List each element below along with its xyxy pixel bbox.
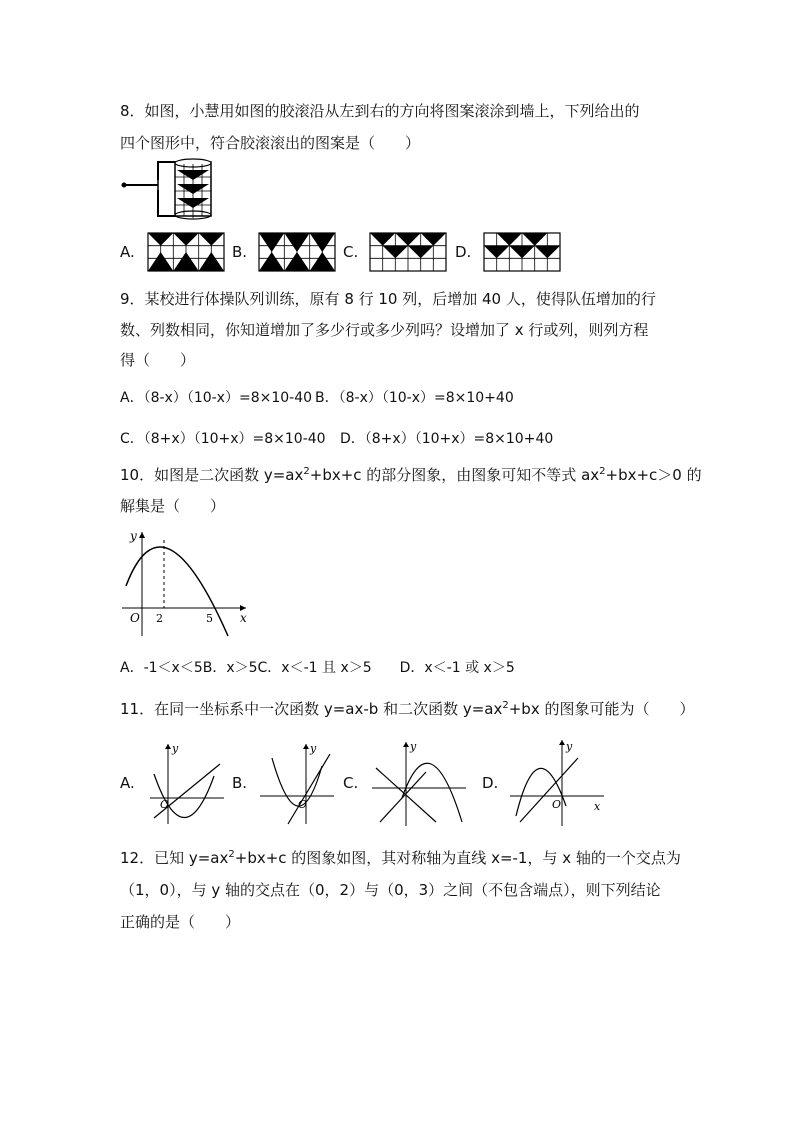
q11-option-a-graph [148,740,228,826]
q11-line-1 [120,699,694,719]
q11-option-b-label: B. [232,774,248,792]
q12-line-3: 正确的是（ ） [120,913,241,931]
q10-text-c: +bx+c＞0 的 [605,466,702,484]
q12-superscript: 2 [228,849,235,860]
q11-b-y-label: y [310,742,317,755]
paint-roller-figure [120,158,220,223]
q8-line-1: 8．如图，小慧用如图的胶滚沿从左到右的方向将图案滚涂到墙上，下列给出的 [120,102,640,120]
q8-option-c-pattern [370,233,446,271]
q11-option-d-label: D. [482,774,499,792]
q10-line-1 [120,465,702,485]
q10-tick-5: 5 [206,612,213,625]
q10-y-axis-label: y [130,529,137,543]
q10-superscript-2: 2 [599,466,606,477]
q9-option-c: C．（8+x）（10+x）=8×10-40 [120,431,326,447]
q11-b-origin: O [298,798,308,811]
q12-line-2: （1，0），与 y 轴的交点在（0，2）与（0，3）之间（不包含端点），则下列结论 [120,881,661,899]
q11-d-origin: O [552,798,562,811]
q11-option-d-graph [508,736,608,828]
q12-text-b: +bx+c 的图象如图，其对称轴为直线 x=-1，与 x 轴的一个交点为 [234,849,681,867]
q8-option-c-label: C. [343,243,359,261]
q10-text-a: 10．如图是二次函数 y=ax [120,466,304,484]
q10-x-axis-label: x [240,611,247,625]
q11-d-x-label: x [594,800,601,813]
q11-option-b-graph [258,740,338,826]
q11-d-y-label: y [566,740,573,753]
q9-line-3: 得（ ） [120,351,196,369]
q9-line-1: 9．某校进行体操队列训练，原有 8 行 10 列，后增加 40 人，使得队伍增加的行 [120,290,656,308]
q8-line-2: 四个图形中，符合胶滚滚出的图案是（ ） [120,134,421,152]
q11-a-origin: O [160,798,170,811]
q11-superscript: 2 [502,700,509,711]
q12-text-a: 12．已知 y=ax [120,849,229,867]
q8-option-d-pattern [484,233,560,271]
q11-text-a: 11．在同一坐标系中一次函数 y=ax-b 和二次函数 y=ax [120,700,503,718]
q8-option-b-label: B. [232,243,248,261]
q10-parabola-graph [118,528,253,640]
q10-line-2: 解集是（ ） [120,497,226,515]
q9-option-b: B．（8-x）（10-x）=8×10+40 [315,390,514,406]
q8-option-a-label: A. [120,243,135,261]
q11-option-a-label: A. [120,774,135,792]
q11-c-y-label: y [410,740,417,753]
q8-option-d-label: D. [455,243,472,261]
q9-line-2: 数、列数相同，你知道增加了多少行或多少列吗？设增加了 x 行或列，则列方程 [120,321,649,339]
q10-options: A．-1＜x＜5B．x＞5C．x＜-1 且 x＞5 D．x＜-1 或 x＞5 [120,660,515,676]
q10-superscript-1: 2 [303,466,310,477]
q11-option-c-graph [370,738,470,828]
q11-option-c-label: C. [343,774,359,792]
q9-option-d: D．（8+x）（10+x）=8×10+40 [340,431,554,447]
q12-line-1 [120,848,681,868]
q8-option-b-pattern [259,233,335,271]
q8-option-a-pattern [148,233,224,271]
q11-a-y-label: y [172,742,179,755]
q9-option-a: A．（8-x）（10-x）=8×10-40 [120,390,313,406]
q10-origin-label: O [130,611,140,625]
q10-tick-2: 2 [156,612,163,625]
q10-text-b: +bx+c 的部分图象，由图象可知不等式 ax [309,466,600,484]
q11-text-b: +bx 的图象可能为（ ） [508,700,695,718]
